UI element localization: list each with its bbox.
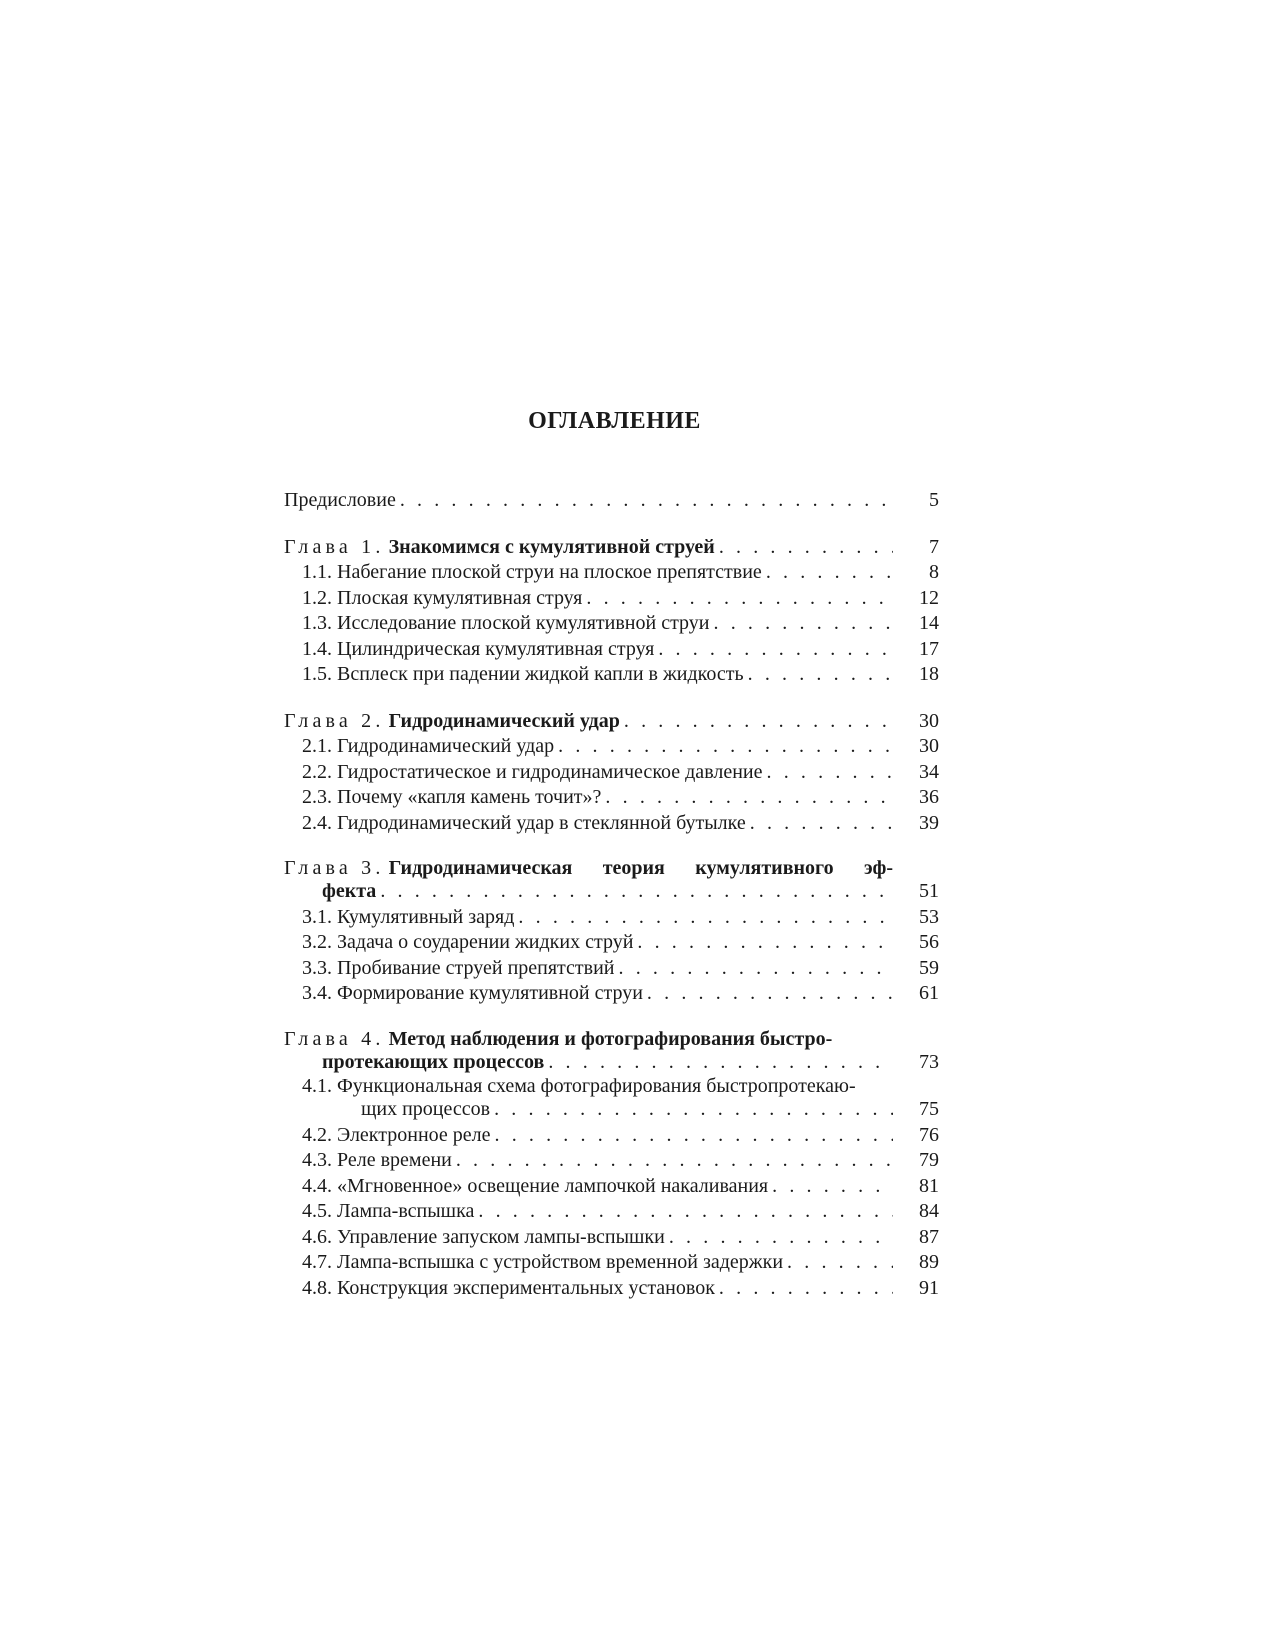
section-number: 2.3. [302,786,332,808]
page-number: 51 [919,880,939,902]
section-title: Конструкция экспериментальных установок [337,1276,715,1299]
dot-leader [380,879,893,905]
dot-leader [787,1250,893,1276]
page-number: 59 [919,956,939,979]
page-number: 39 [919,811,939,834]
chapter-title-word: Гидродинамическая [388,857,573,879]
section-title: Формирование кумулятивной струи [337,982,643,1004]
dot-leader [495,1123,894,1149]
dot-leader [605,785,893,811]
chapter-title-line-2: фекта [322,880,377,902]
chapter-label: Глава 2. [284,709,385,732]
section-number: 2.4. [302,811,332,834]
page-number: 34 [919,760,939,783]
toc-entry-section[interactable] [284,611,939,637]
section-number: 1.3. [302,612,332,634]
chapter-title-line-2: протекающих процессов [322,1050,545,1073]
dot-leader [772,1174,893,1200]
section-number: 3.3. [302,956,332,979]
toc-entry-section[interactable] [284,1250,939,1276]
section-title: Гидростатическое и гидродинамическое давление [337,760,763,783]
dot-leader [748,662,893,688]
toc-entry-section[interactable] [284,760,939,786]
page-title: ОГЛАВЛЕНИЕ [528,408,701,434]
chapter-title-word: теория [602,857,665,879]
toc-entry-section[interactable] [284,1123,939,1149]
dot-leader [478,1199,893,1225]
toc-entry-chapter-2[interactable] [284,709,939,735]
page-number: 81 [919,1174,939,1197]
section-number: 4.5. [302,1200,332,1222]
toc-entry-section[interactable] [284,1075,939,1097]
toc-entry-section[interactable] [284,662,939,688]
toc-entry-section[interactable] [284,1148,939,1174]
section-title: Лампа-вспышка с устройством временной задержки [337,1251,784,1273]
section-number: 1.5. [302,663,332,685]
page-number: 5 [929,489,939,511]
page-number: 30 [919,735,939,757]
section-title: Плоская кумулятивная струя [337,586,583,609]
dot-leader [548,1050,893,1076]
section-number: 1.2. [302,586,332,609]
dot-leader [619,956,893,982]
dot-leader [714,611,894,637]
toc-entry-section[interactable] [284,981,939,1007]
dot-leader [637,930,893,956]
section-number: 3.4. [302,982,332,1004]
section-number: 2.2. [302,760,332,783]
toc-entry-section[interactable] [284,560,939,586]
section-number: 4.1. [302,1075,332,1097]
section-title: Цилиндрическая кумулятивная струя [337,637,655,660]
section-title: «Мгновенное» освещение лампочкой накаливания [337,1174,769,1197]
section-number: 2.1. [302,735,332,757]
page-number: 89 [919,1251,939,1273]
section-title: Гидродинамический удар в стеклянной бутылке [337,811,746,834]
section-title: Задача о соударении жидких струй [337,931,634,953]
dot-leader [518,905,893,931]
section-title: Управление запуском лампы-вспышки [337,1225,665,1248]
dot-leader [400,488,893,514]
page-number: 76 [919,1123,939,1146]
page-number: 30 [919,709,939,732]
chapter-title: Знакомимся с кумулятивной струей [388,535,715,558]
page-number: 12 [919,586,939,609]
section-number: 3.1. [302,905,332,928]
toc-entry-chapter-3-continued[interactable] [284,879,939,905]
section-title-line-2: щих процессов [361,1098,491,1120]
toc-entry-section[interactable] [284,1276,939,1302]
chapter-title-line-1 [389,857,893,879]
toc-entry-section-continued[interactable] [284,1097,939,1123]
dot-leader [658,637,893,663]
section-number: 4.4. [302,1174,332,1197]
page-number: 14 [919,612,939,634]
page-number: 17 [919,637,939,660]
chapter-title-line-1: Метод наблюдения и фотографирования быстро- [388,1027,833,1050]
page-number: 53 [919,905,939,928]
toc-entry-section[interactable] [284,1225,939,1251]
page-number: 84 [919,1200,939,1222]
toc-entry-section[interactable] [284,905,939,931]
page-number: 79 [919,1149,939,1171]
page-number: 56 [919,931,939,953]
dot-leader [767,760,893,786]
dot-leader [750,811,893,837]
toc-entry-section[interactable] [284,1174,939,1200]
page-number: 7 [929,535,939,558]
section-number: 1.4. [302,637,332,660]
dot-leader [494,1097,893,1123]
toc-entry-section[interactable] [284,586,939,612]
section-title-line-1: Функциональная схема фотографирования быстропротекаю- [337,1075,856,1097]
dot-leader [586,586,893,612]
page-number: 87 [919,1225,939,1248]
dot-leader [647,981,893,1007]
section-title: Электронное реле [337,1123,491,1146]
dot-leader [719,1276,893,1302]
chapter-title-word: эф- [863,857,893,879]
toc-entry-section[interactable] [284,785,939,811]
section-title: Набегание плоской струи на плоское препятствие [337,561,762,583]
toc-entry-chapter-3[interactable] [284,857,939,879]
dot-leader [719,535,893,561]
section-number: 3.2. [302,931,332,953]
section-number: 4.2. [302,1123,332,1146]
toc-entry-section[interactable] [284,811,939,837]
table-of-contents [284,488,939,1301]
page-number: 91 [919,1276,939,1299]
section-title: Реле времени [337,1149,452,1171]
page-number: 8 [929,561,939,583]
toc-entry-section[interactable] [284,930,939,956]
toc-entry-chapter-4[interactable] [284,1028,939,1050]
page-number: 18 [919,663,939,685]
chapter-title: Гидродинамический удар [388,709,620,732]
section-title: Пробивание струей препятствий [337,956,615,979]
chapter-label: Глава 1. [284,535,385,558]
section-number: 4.8. [302,1276,332,1299]
chapter-label: Глава 3. [284,857,385,879]
dot-leader [558,734,893,760]
chapter-title-word: кумулятивного [695,857,834,879]
dot-leader [669,1225,893,1251]
section-number: 1.1. [302,561,332,583]
entry-title: Предисловие [284,489,396,511]
section-title: Лампа-вспышка [337,1200,475,1222]
dot-leader [624,709,893,735]
section-title: Гидродинамический удар [337,735,555,757]
dot-leader [456,1148,893,1174]
toc-entry-chapter-1[interactable] [284,535,939,561]
page-number: 75 [919,1098,939,1120]
toc-entry-chapter-4-continued[interactable] [284,1050,939,1076]
section-number: 4.6. [302,1225,332,1248]
section-number: 4.7. [302,1251,332,1273]
page-number: 36 [919,786,939,808]
section-title: Почему «капля камень точит»? [337,786,602,808]
toc-entry-section[interactable] [284,956,939,982]
page-number: 61 [919,982,939,1004]
toc-entry-section[interactable] [284,637,939,663]
section-number: 4.3. [302,1149,332,1171]
toc-entry-preface[interactable] [284,488,939,514]
page-number: 73 [919,1050,939,1073]
section-title: Всплеск при падении жидкой капли в жидкость [337,663,744,685]
toc-entry-section[interactable] [284,1199,939,1225]
section-title: Исследование плоской кумулятивной струи [337,612,710,634]
chapter-label: Глава 4. [284,1027,385,1050]
section-title: Кумулятивный заряд [337,905,515,928]
dot-leader [766,560,893,586]
toc-entry-section[interactable] [284,734,939,760]
